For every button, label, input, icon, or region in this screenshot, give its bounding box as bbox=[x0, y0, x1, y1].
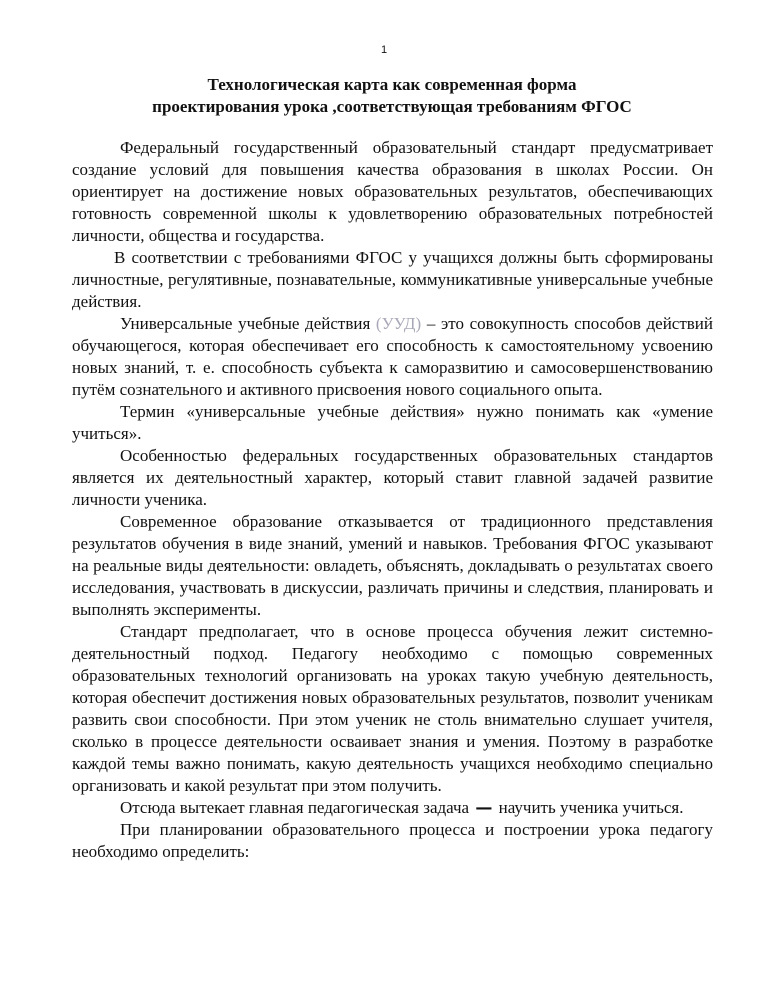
main-task-start: Отсюда вытекает главная педагогическая задача bbox=[120, 798, 470, 817]
document-body bbox=[72, 137, 713, 863]
paragraph-feature: Особенностью федеральных государственных образовательных стандартов является их деятельностный характер, который ставит главной задачей развитие личности ученика. bbox=[72, 446, 713, 509]
main-task-end: научить ученика учиться. bbox=[498, 798, 684, 817]
paragraph-standard-approach: Стандарт предполагает, что в основе процесса обучения лежит системно-деятельностный подход. Педагогу необходимо с помощью современных образовательных технологий организовать на уроках такую учебную деятельность, которая обеспечит достижения новых образовательных результатов, позволит ученикам развить свои способности. При этом ученик не столь внимательно слушает учителя, сколько в процессе деятельности осваивает знания и умения. Поэтому в разработке каждой темы важно понимать, какую деятельность учащихся необходимо специально организовать и какой результат при этом получить. bbox=[72, 622, 713, 795]
document-title bbox=[72, 74, 712, 118]
paragraph-term: Термин «универсальные учебные действия» нужно понимать как «умение учиться». bbox=[72, 402, 713, 443]
uud-abbreviation: (УУД) bbox=[375, 314, 422, 333]
paragraph-fgos-standard: Федеральный государственный образовательный стандарт предусматривает создание условий для повышения качества образования в школах России. Он ориентирует на достижение новых образовательных результатов, обеспечивающих готовность современной школы к удовлетворению образовательных потребностей личности, общества и государства. bbox=[72, 138, 713, 245]
paragraph-main-task bbox=[72, 797, 713, 819]
paragraph-planning: При планировании образовательного процесса и построении урока педагогу необходимо определить: bbox=[72, 820, 713, 861]
em-dash: — bbox=[475, 798, 493, 818]
title-line-1: Технологическая карта как современная форма bbox=[207, 75, 577, 94]
uud-definition-text: – это совокупность способов действий обучающегося, которая обеспечивает его способность к самостоятельному усвоению новых знаний, т. е. способность субъекта к саморазвитию и самосовершенствованию путём сознательного и активного присвоения нового социального опыта. bbox=[72, 314, 713, 399]
paragraph-requirements: В соответствии с требованиями ФГОС у учащихся должны быть сформированы личностные, регулятивные, познавательные, коммуникативные универсальные учебные действия. bbox=[72, 248, 713, 311]
paragraph-uud-definition bbox=[72, 313, 713, 401]
paragraph-modern-education: Современное образование отказывается от традиционного представления результатов обучения в виде знаний, умений и навыков. Требования ФГОС указывают на реальные виды деятельности: овладеть, объяснять, докладывать о результатах своего исследования, участвовать в дискуссии, различать причины и следствия, планировать и выполнять эксперименты. bbox=[72, 512, 713, 619]
title-line-2: проектирования урока ,соответствующая требованиям ФГОС bbox=[152, 97, 632, 116]
page-number: 1 bbox=[380, 44, 388, 56]
uud-term: Универсальные учебные действия bbox=[120, 314, 371, 333]
